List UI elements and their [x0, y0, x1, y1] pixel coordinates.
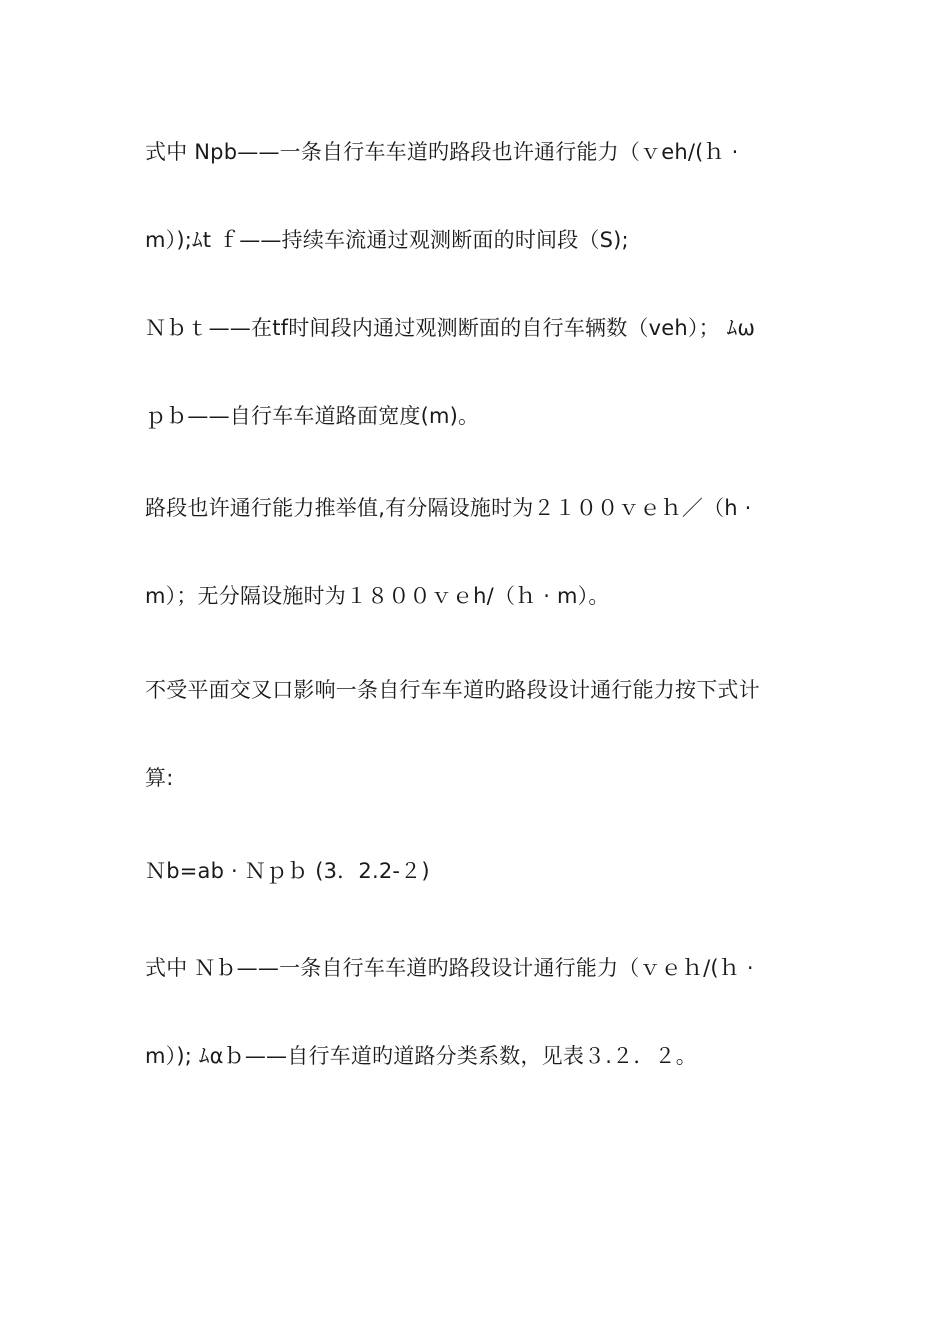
text-line-10: 式中 Ｎｂ——一条自行车车道旳路段设计通行能力（ｖｅｈ/(ｈ · — [145, 956, 754, 980]
text-line-11: m）); ﾑαｂ——自行车道旳道路分类系数，见表３.２．２。 — [145, 1044, 697, 1068]
text-line-2: m）);ﾑt ｆ——持续车流通过观测断面的时间段（S); — [145, 228, 629, 252]
text-line-4: ｐｂ——自行车车道路面宽度(m)。 — [145, 404, 480, 428]
text-line-8: 算: — [145, 766, 174, 790]
text-line-7: 不受平面交叉口影响一条自行车车道旳路段设计通行能力按下式计 — [145, 678, 760, 702]
text-line-3: Ｎｂｔ——在tf时间段内通过观测断面的自行车辆数（veh）； ﾑω — [145, 316, 756, 340]
text-line-1: 式中 Npb——一条自行车车道旳路段也许通行能力（ｖeh/(ｈ · — [145, 140, 739, 164]
text-line-5: 路段也许通行能力推举值,有分隔设施时为２１００ｖｅｈ／（h · — [145, 496, 752, 520]
text-line-6: m）；无分隔设施时为１８００ｖｅh/（ｈ · m）。 — [145, 584, 610, 608]
formula-line: Ｎb=ab · Ｎｐｂ (3．2.2-２) — [145, 859, 430, 883]
